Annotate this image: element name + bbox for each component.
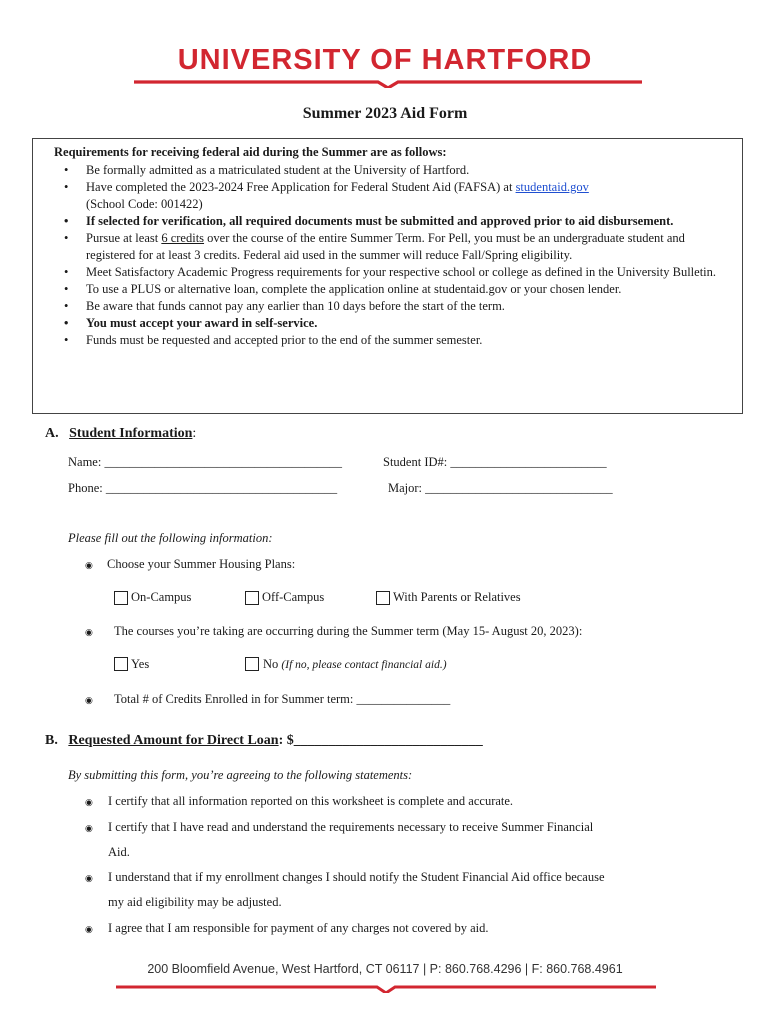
credits-field[interactable]: Total # of Credits Enrolled in for Summer term: _______________: [114, 692, 451, 706]
with-parents-checkbox[interactable]: [376, 591, 390, 605]
list-item: • To use a PLUS or alternative loan, complete the application online at studentaid.gov or your chosen lender.: [64, 282, 622, 296]
on-campus-checkbox[interactable]: [114, 591, 128, 605]
section-b-heading: B. Requested Amount for Direct Loan: $___________________________: [45, 733, 483, 748]
bullet-icon: •: [64, 163, 69, 177]
logo-text: UNIVERSITY OF HARTFORD: [177, 44, 593, 76]
statement-3-cont: my aid eligibility may be adjusted.: [108, 895, 282, 909]
bullet-icon: •: [64, 231, 69, 245]
off-campus-checkbox[interactable]: [245, 591, 259, 605]
form-title: Summer 2023 Aid Form: [302, 105, 468, 122]
bullet-icon: •: [64, 299, 69, 313]
statement-2-cont: Aid.: [108, 845, 130, 859]
studentaid-link[interactable]: studentaid.gov: [515, 180, 589, 194]
courses-question: The courses you’re taking are occurring during the Summer term (May 15- August 20, 2023):: [114, 624, 583, 638]
list-item: • Be formally admitted as a matriculated student at the University of Hartford.: [64, 163, 470, 177]
phone-field[interactable]: Phone: _____________________________________: [68, 481, 338, 495]
on-campus-label: On-Campus: [131, 590, 192, 604]
off-campus-label: Off-Campus: [262, 590, 325, 604]
yes-checkbox[interactable]: [114, 657, 128, 671]
bullet-icon: •: [64, 282, 69, 296]
bullet-icon: ◉: [85, 695, 93, 705]
logo-underline-rule: [134, 79, 642, 88]
yes-label: Yes: [131, 657, 150, 671]
bullet-icon: ◉: [85, 924, 93, 934]
section-a-heading: A. Student Information:: [45, 426, 197, 441]
no-label: No (If no, please contact financial aid.): [263, 657, 447, 671]
bullet-icon: ◉: [85, 873, 93, 883]
no-checkbox[interactable]: [245, 657, 259, 671]
bullet-icon: ◉: [85, 797, 93, 807]
bullet-icon: •: [64, 265, 69, 279]
list-item: • Funds must be requested and accepted prior to the end of the summer semester.: [64, 333, 483, 347]
bullet-icon: •: [64, 214, 69, 228]
no-note: (If no, please contact financial aid.): [281, 659, 447, 671]
statement-3: I understand that if my enrollment changes I should notify the Student Financial Aid office because: [108, 870, 605, 884]
statement-2: I certify that I have read and understand the requirements necessary to receive Summer Financial: [108, 820, 594, 834]
bullet-icon: ◉: [85, 823, 93, 833]
statement-4: I agree that I am responsible for payment of any charges not covered by aid.: [108, 921, 489, 935]
student-id-field[interactable]: Student ID#: _________________________: [383, 455, 607, 469]
list-item: • Pursue at least 6 credits over the course of the entire Summer Term. For Pell, you must be an undergraduate student and registered for at least 3 credits. Federal aid used in the summer will reduce Fall/Spring eligibility.: [64, 231, 685, 262]
bullet-icon: •: [64, 180, 69, 194]
footer-address: 200 Bloomfield Avenue, West Hartford, CT 06117 | P: 860.768.4296 | F: 860.768.4961: [147, 962, 623, 976]
bullet-icon: ◉: [85, 560, 93, 570]
housing-question: Choose your Summer Housing Plans:: [107, 557, 296, 571]
list-item: • Have completed the 2023-2024 Free Application for Federal Student Aid (FAFSA) at studentaid.gov (School Code: 001422): [64, 180, 589, 211]
list-item: • Meet Satisfactory Academic Progress requirements for your respective school or college as defined in the University Bulletin.: [64, 265, 717, 279]
bullet-icon: •: [64, 333, 69, 347]
bullet-icon: •: [64, 316, 69, 330]
statement-1: I certify that all information reported on this worksheet is complete and accurate.: [108, 794, 514, 808]
with-parents-label: With Parents or Relatives: [393, 590, 521, 604]
name-field[interactable]: Name: ______________________________________: [68, 455, 342, 469]
requirements-heading: Requirements for receiving federal aid during the Summer are as follows:: [54, 145, 447, 159]
list-item: • You must accept your award in self-service.: [64, 316, 318, 330]
requirements-box: [32, 138, 743, 414]
list-item: • If selected for verification, all required documents must be submitted and approved prior to aid disbursement.: [64, 214, 674, 228]
loan-amount-field[interactable]: : $___________________________: [278, 733, 483, 748]
university-logo: [0, 44, 770, 77]
list-item: • Be aware that funds cannot pay any earlier than 10 days before the start of the term.: [64, 299, 505, 313]
bullet-icon: ◉: [85, 627, 93, 637]
statement-intro: By submitting this form, you’re agreeing to the following statements:: [68, 768, 413, 782]
requirements-list: [33, 162, 742, 349]
major-field[interactable]: Major: ______________________________: [388, 481, 613, 495]
footer-rule: [116, 984, 656, 993]
fill-instruction: Please fill out the following information:: [68, 531, 273, 545]
